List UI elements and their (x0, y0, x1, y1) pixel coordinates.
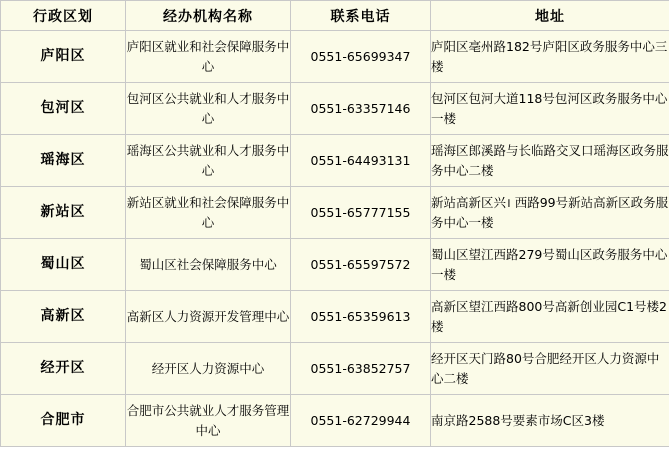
cell-agency: 瑶海区公共就业和人才服务中心 (126, 135, 291, 187)
cell-agency: 新站区就业和社会保障服务中心 (126, 187, 291, 239)
column-header-phone: 联系电话 (291, 1, 431, 31)
cell-district: 经开区 (1, 343, 126, 395)
cell-address: 高新区望江西路800号高新创业园C1号楼2楼 (431, 291, 669, 343)
table-row (1, 83, 669, 135)
table-row (1, 291, 669, 343)
cell-address: 瑶海区郎溪路与长临路交叉口瑶海区政务服务中心二楼 (431, 135, 669, 187)
cell-phone: 0551-62729944 (291, 395, 431, 447)
cell-address: 经开区天门路80号合肥经开区人力资源中心二楼 (431, 343, 669, 395)
cell-district: 包河区 (1, 83, 126, 135)
cell-phone: 0551-64493131 (291, 135, 431, 187)
column-header-district: 行政区划 (1, 1, 126, 31)
column-header-address: 地址 (431, 1, 669, 31)
table-row (1, 239, 669, 291)
cell-phone: 0551-65359613 (291, 291, 431, 343)
table-header (1, 1, 669, 31)
cell-agency: 高新区人力资源开发管理中心 (126, 291, 291, 343)
cell-district: 庐阳区 (1, 31, 126, 83)
cell-address: 新站高新区兴। 西路99号新站高新区政务服务中心一楼 (431, 187, 669, 239)
cell-address: 包河区包河大道118号包河区政务服务中心一楼 (431, 83, 669, 135)
table-row (1, 31, 669, 83)
table-row (1, 187, 669, 239)
cell-address: 南京路2588号要素市场C区3楼 (431, 395, 669, 447)
cell-phone: 0551-65777155 (291, 187, 431, 239)
cell-district: 高新区 (1, 291, 126, 343)
cell-district: 合肥市 (1, 395, 126, 447)
cell-agency: 包河区公共就业和人才服务中心 (126, 83, 291, 135)
cell-phone: 0551-65597572 (291, 239, 431, 291)
cell-district: 瑶海区 (1, 135, 126, 187)
table-header-row (1, 1, 669, 31)
cell-agency: 庐阳区就业和社会保障服务中心 (126, 31, 291, 83)
cell-district: 蜀山区 (1, 239, 126, 291)
cell-address: 庐阳区亳州路182号庐阳区政务服务中心三楼 (431, 31, 669, 83)
cell-address: 蜀山区望江西路279号蜀山区政务服务中心一楼 (431, 239, 669, 291)
cell-phone: 0551-63357146 (291, 83, 431, 135)
table-row (1, 135, 669, 187)
cell-agency: 蜀山区社会保障服务中心 (126, 239, 291, 291)
table-row (1, 395, 669, 447)
cell-phone: 0551-65699347 (291, 31, 431, 83)
cell-agency: 经开区人力资源中心 (126, 343, 291, 395)
cell-district: 新站区 (1, 187, 126, 239)
table-row (1, 343, 669, 395)
cell-agency: 合肥市公共就业人才服务管理中心 (126, 395, 291, 447)
cell-phone: 0551-63852757 (291, 343, 431, 395)
table-body (1, 31, 669, 447)
column-header-agency: 经办机构名称 (126, 1, 291, 31)
